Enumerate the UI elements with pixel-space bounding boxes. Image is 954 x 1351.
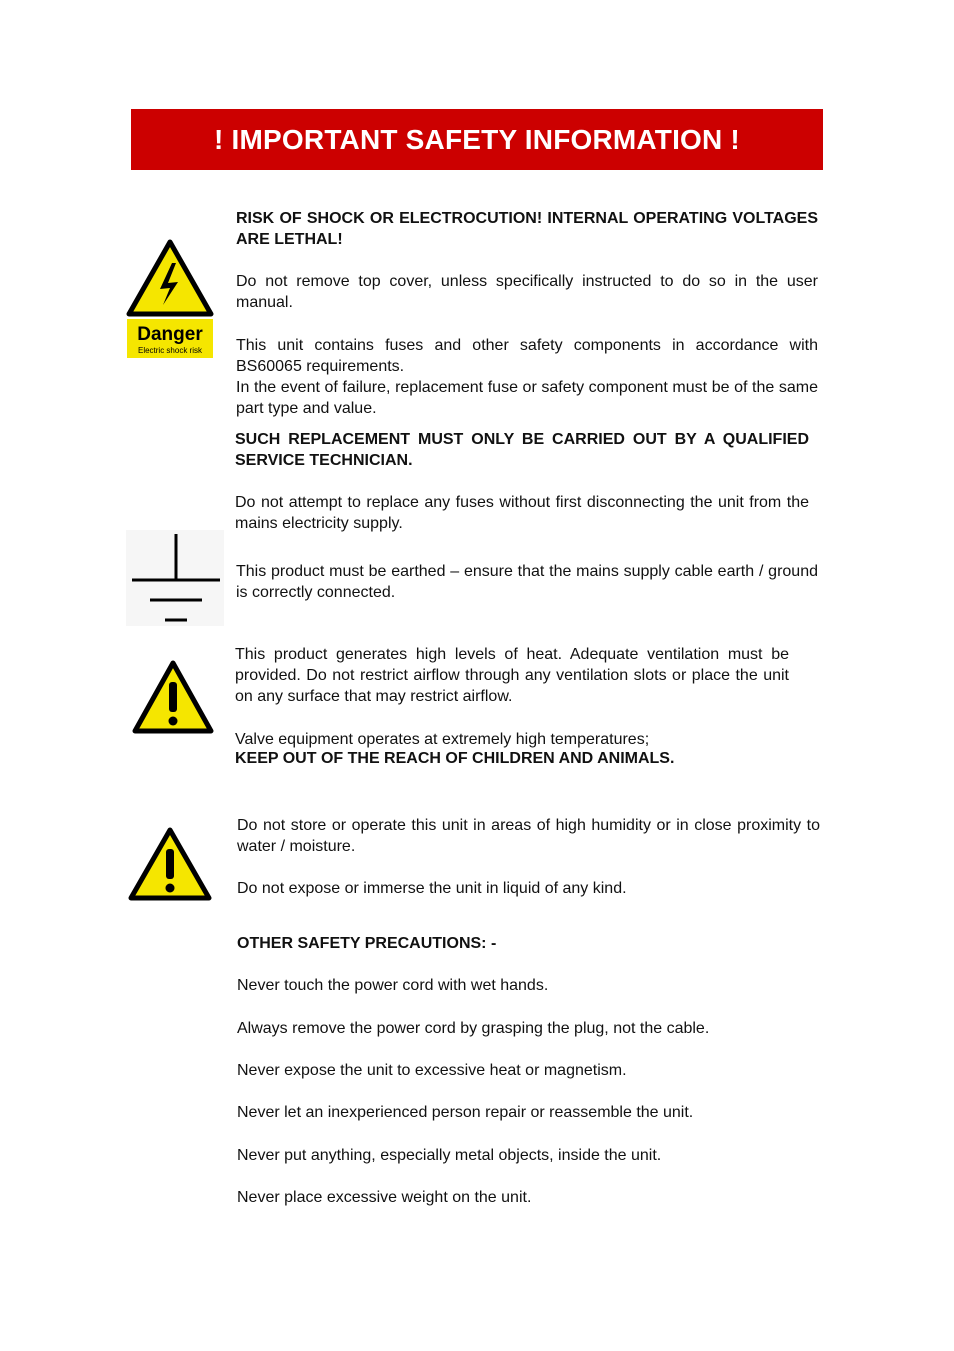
heat-paragraph-3: KEEP OUT OF THE REACH OF CHILDREN AND ANIMALS. bbox=[235, 750, 675, 767]
list-item: Always remove the power cord by grasping the plug, not the cable. bbox=[237, 1020, 710, 1037]
list-item: Never put anything, especially metal objects, inside the unit. bbox=[237, 1147, 662, 1164]
shock-fuse-note: Do not attempt to replace any fuses without first disconnecting the unit from the mains electricity supply. bbox=[235, 494, 809, 532]
earth-ground-icon bbox=[126, 530, 224, 626]
heat-paragraph-2: Valve equipment operates at extremely high temperatures; bbox=[235, 731, 650, 748]
warning-icon bbox=[132, 660, 214, 734]
danger-label: Danger bbox=[137, 324, 203, 345]
page-title-banner bbox=[131, 109, 823, 170]
heat-paragraph-1: This product generates high levels of heat. Adequate ventilation must be provided. Do not restrict airflow through any ventilation slots or place the unit on any surface that may restrict airflow. bbox=[235, 646, 789, 705]
danger-sublabel: Electric shock risk bbox=[137, 346, 203, 355]
other-precautions-heading: OTHER SAFETY PRECAUTIONS: - bbox=[237, 935, 497, 952]
shock-paragraph-2a: This unit contains fuses and other safety components in accordance with BS60065 requirements. bbox=[236, 337, 818, 375]
list-item: Never place excessive weight on the unit. bbox=[237, 1189, 532, 1206]
moisture-paragraph-2: Do not expose or immerse the unit in liquid of any kind. bbox=[237, 880, 627, 897]
moisture-paragraph-1: Do not store or operate this unit in areas of high humidity or in close proximity to water / moisture. bbox=[237, 817, 820, 855]
warning-icon bbox=[128, 827, 212, 901]
list-item: Never expose the unit to excessive heat or magnetism. bbox=[237, 1062, 627, 1079]
earth-paragraph: This product must be earthed – ensure that the mains supply cable earth / ground is correctly connected. bbox=[236, 563, 818, 601]
shock-heading: RISK OF SHOCK OR ELECTROCUTION! INTERNAL OPERATING VOLTAGES ARE LETHAL! bbox=[236, 210, 818, 248]
shock-technician-note: SUCH REPLACEMENT MUST ONLY BE CARRIED OUT BY A QUALIFIED SERVICE TECHNICIAN. bbox=[235, 431, 809, 469]
page-title: ! IMPORTANT SAFETY INFORMATION ! bbox=[214, 123, 740, 155]
list-item: Never touch the power cord with wet hands. bbox=[237, 977, 549, 994]
electric-shock-danger-icon bbox=[126, 239, 214, 360]
shock-paragraph-1: Do not remove top cover, unless specifically instructed to do so in the user manual. bbox=[236, 273, 818, 311]
list-item: Never let an inexperienced person repair or reassemble the unit. bbox=[237, 1104, 694, 1121]
shock-paragraph-2b: In the event of failure, replacement fuse or safety component must be of the same part type and value. bbox=[236, 379, 818, 417]
